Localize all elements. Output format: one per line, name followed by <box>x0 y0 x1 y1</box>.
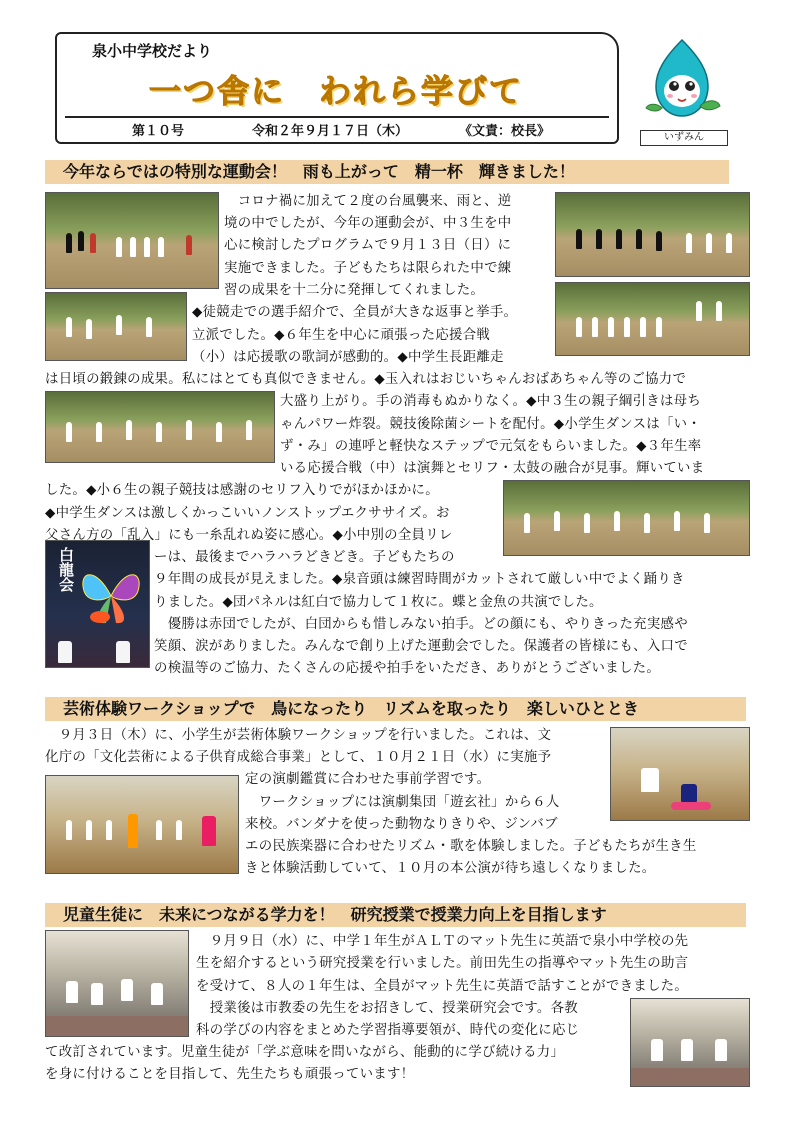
sports-day-line-11: ゃんパワー炸裂。競技後除菌シートを配付。◆小学生ダンスは「い・ <box>280 417 702 432</box>
sports-day-line-17: ーは、最後までハラハラどきどき。子どもたちの <box>154 550 455 565</box>
masthead-divider <box>65 116 609 118</box>
research-line-3: を受けて、８人の１年生は、全員がマット先生に英語で話すことができました。 <box>196 979 689 994</box>
issue-date: 令和２年９月１７日（木） <box>252 124 409 139</box>
workshop-line-6: エの民族楽器に合わせたリズム・歌を体験しました。子どもたちが生き生 <box>245 839 697 854</box>
author-credit: 《文責：校長》 <box>459 124 551 139</box>
workshop-line-4: ワークショップには演劇集団「遊玄社」から６人 <box>245 795 560 810</box>
sports-day-line-8: （小）は応援歌の歌詞が感動的。◆中学生長距離走 <box>192 350 504 365</box>
workshop-line-2: 化庁の「文化芸術による子供育成総合事業」として、１０月２１日（水）に実施予 <box>45 750 552 765</box>
sports-day-line-4: 実施できました。子どもたちは限られた中で練 <box>224 261 512 276</box>
photo-dance-performance <box>555 192 750 277</box>
photo-junior-high-dance <box>503 480 750 556</box>
sports-day-line-21: 笑顔、涙がありました。みんなで創り上げた運動会でした。保護者の皆様にも、入口で <box>154 639 688 654</box>
sports-day-line-12: ず・み」の連呼と軽快なステップで元気をもらいました。◆３年生率 <box>280 439 702 454</box>
research-line-4: 授業後は市教委の先生をお招きして、授業研究会です。各教 <box>196 1001 578 1016</box>
butterfly-goldfish-artwork <box>76 561 146 631</box>
school-name: 泉小中学校だより <box>92 42 213 60</box>
workshop-line-1: ９月３日（木）に、小学生が芸術体験ワークショップを行いました。これは、文 <box>45 728 552 743</box>
workshop-line-5: 来校。バンダナを使った動物なりきりや、ジンバブ <box>245 817 558 832</box>
photo-cheer-squad <box>555 282 750 356</box>
research-line-2: 生を紹介するという研究授業を行いました。前田先生の指導やマット先生の助言 <box>196 956 689 971</box>
sports-day-line-20: 優勝は赤団でしたが、白団からも惜しみない拍手。どの顔にも、やりきった充実感や <box>154 617 688 632</box>
research-line-7: を身に付けることを目指して、先生たちも頑張っています！ <box>45 1067 415 1082</box>
photo-elementary-dance <box>45 391 275 463</box>
sports-day-line-19: りました。◆団パネルは紅白で協力して１枚に。蝶と金魚の共演でした。 <box>154 595 603 610</box>
photo-team-cheer <box>45 192 219 289</box>
sports-day-line-9: は日頃の鍛錬の成果。私にはとても真似できません。◆玉入れはおじいちゃんおばあちゃん等のご協力で <box>45 372 687 387</box>
workshop-line-7: きと体験活動していて、１０月の本公演が待ち遠しくなりました。 <box>245 861 656 876</box>
newsletter-title: 一つ舎に われら学びて <box>149 72 524 110</box>
panel-caption: 白龍会 <box>57 547 75 592</box>
section-heading-sports-day: 今年ならではの特別な運動会！ 雨も上がって 精一杯 輝きました！ <box>45 160 729 184</box>
sports-day-line-22: の検温等のご協力、たくさんの応援や拍手をいただき、ありがとうございました。 <box>154 661 661 676</box>
research-line-5: 科の学びの内容をまとめた学習指導要領が、時代の変化に応じ <box>196 1023 580 1038</box>
mascot-name-label: いずみん <box>640 130 728 146</box>
research-line-1: ９月９日（水）に、中学１年生がＡＬＴのマット先生に英語で泉小中学校の先 <box>196 934 689 949</box>
mascot-izumin-illustration <box>642 36 722 122</box>
sports-day-line-14: した。◆小６生の親子競技は感謝のセリフ入りでがほかほかに。 <box>45 483 439 498</box>
sports-day-line-10: 大盛り上がり。手の消毒もぬかりなく。◆中３生の親子綱引きは母ち <box>280 394 702 409</box>
research-line-6: て改訂されています。児童生徒が「学ぶ意味を問いながら、能動的に学び続ける力」 <box>45 1045 565 1060</box>
section-heading-art-workshop: 芸術体験ワークショップで 鳥になったり リズムを取ったり 楽しいひととき <box>45 697 746 721</box>
photo-relay-runners <box>45 292 187 361</box>
masthead <box>55 32 619 144</box>
sports-day-line-13: いる応援合戦（中）は演舞とセリフ・太鼓の融合が見事。輝いていま <box>280 461 705 476</box>
sports-day-line-2: 境の中でしたが、今年の運動会が、中３生を中 <box>224 216 512 231</box>
sports-day-line-7: 立派でした。◆６年生を中心に頑張った応援合戦 <box>192 328 491 343</box>
photo-english-lesson <box>45 930 189 1037</box>
sports-day-line-5: 習の成果を十二分に発揮してくれました。 <box>224 283 485 298</box>
sports-day-line-18: ９年間の成長が見えました。◆泉音頭は練習時間がカットされて厳しい中でよく踊りき <box>154 572 685 587</box>
photo-bandana-activity <box>610 727 750 821</box>
photo-team-panel <box>45 540 150 668</box>
sports-day-line-6: ◆徒競走での選手紹介で、全員が大きな返事と挙手。 <box>192 305 518 320</box>
issue-number: 第１０号 <box>132 124 185 139</box>
sports-day-line-1: コロナ禍に加えて２度の台風襲来、雨と、逆 <box>224 194 512 209</box>
sports-day-line-3: 心に検討したプログラムで９月１３日（日）に <box>224 238 512 253</box>
sports-day-line-15: ◆中学生ダンスは激しくかっこいいノンストップエクササイズ。お <box>45 506 450 521</box>
sports-day-line-16: 父さん方の「乱入」にも一糸乱れぬ姿に感心。◆小中別の全員リレ <box>45 528 453 543</box>
photo-rhythm-workshop <box>45 775 239 874</box>
section-heading-research-lesson: 児童生徒に 未来につながる学力を！ 研究授業で授業力向上を目指します <box>45 903 746 927</box>
workshop-line-3: 定の演劇鑑賞に合わせた事前学習です。 <box>245 772 491 787</box>
photo-teacher-meeting <box>630 998 750 1087</box>
